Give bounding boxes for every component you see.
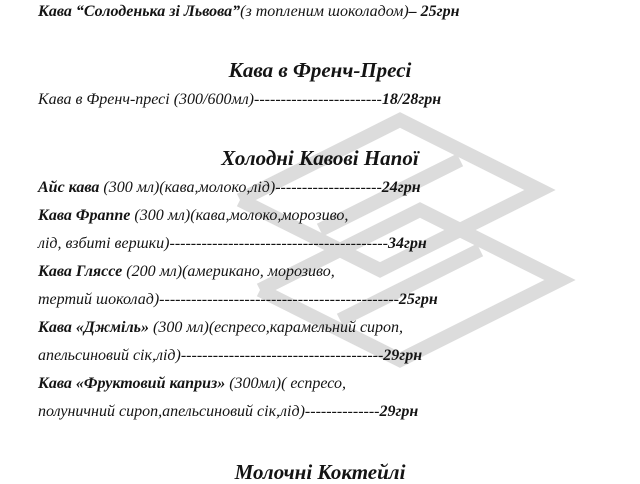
item-desc-cont: лід, взбиті вершки) <box>38 235 170 252</box>
item-price: 25грн <box>398 291 438 308</box>
item-desc: (300мл)( еспресо, <box>225 375 346 392</box>
item-price: 24грн <box>381 179 421 196</box>
item-desc-cont: апельсиновий сік,лід) <box>38 347 181 364</box>
menu-item-french-press <box>38 90 441 110</box>
item-name: Кава “Солоденька зі Львова” <box>38 3 241 20</box>
item-name: Кава «Джміль» <box>38 319 149 336</box>
menu-item-dzhmil-cont <box>38 346 422 366</box>
menu-item-glace <box>38 262 335 282</box>
item-price: 29грн <box>379 403 419 420</box>
item-dashes: -------------------- <box>275 179 382 196</box>
item-desc: (300 мл)(еспресо,карамельний сироп, <box>148 319 404 336</box>
menu-item-fruit-caprice-cont <box>38 402 418 422</box>
item-dashes: -------------------------------------- <box>180 347 384 364</box>
item-desc: (300 мл)(кава,молоко,морозиво, <box>130 207 349 224</box>
section-title-milk-cocktails: Молочні Коктейлі <box>234 460 406 484</box>
menu-item-fruit-caprice <box>38 374 346 394</box>
item-name: Айс кава <box>38 179 100 196</box>
section-title-french-press: Кава в Френч-Пресі <box>228 58 412 82</box>
item-dashes: -------------- <box>304 403 380 420</box>
menu-item-frappe <box>38 206 348 226</box>
item-dashes: ------------------------ <box>254 91 382 108</box>
item-desc: (200 мл)(американо, морозиво, <box>122 263 335 280</box>
item-desc-cont: тертий шоколад) <box>38 291 160 308</box>
menu-item-ice-coffee <box>38 178 421 198</box>
menu-item-solodenka <box>38 2 459 22</box>
item-price: 34грн <box>387 235 427 252</box>
item-dashes: – <box>408 3 417 20</box>
item-name: Кава «Фруктовий каприз» <box>38 375 226 392</box>
item-price: 25грн <box>416 3 460 20</box>
item-desc: (з топленим шоколадом) <box>240 3 409 20</box>
item-desc-cont: полуничний сироп,апельсиновий сік,лід) <box>38 403 305 420</box>
item-dashes: ----------------------------------------- <box>169 235 388 252</box>
menu-item-frappe-cont <box>38 234 427 254</box>
item-dashes: --------------------------------------------- <box>159 291 399 308</box>
item-desc: (300 мл)(кава,молоко,лід) <box>99 179 276 196</box>
item-name: Кава Фраппе <box>38 207 131 224</box>
item-desc: Кава в Френч-пресі (300/600мл) <box>38 91 254 108</box>
item-name: Кава Гляссе <box>38 263 123 280</box>
section-title-cold-coffee: Холодні Кавові Напої <box>221 146 419 170</box>
menu-item-dzhmil <box>38 318 403 338</box>
item-price: 29грн <box>383 347 423 364</box>
menu-item-glace-cont <box>38 290 438 310</box>
item-price: 18/28грн <box>381 91 442 108</box>
